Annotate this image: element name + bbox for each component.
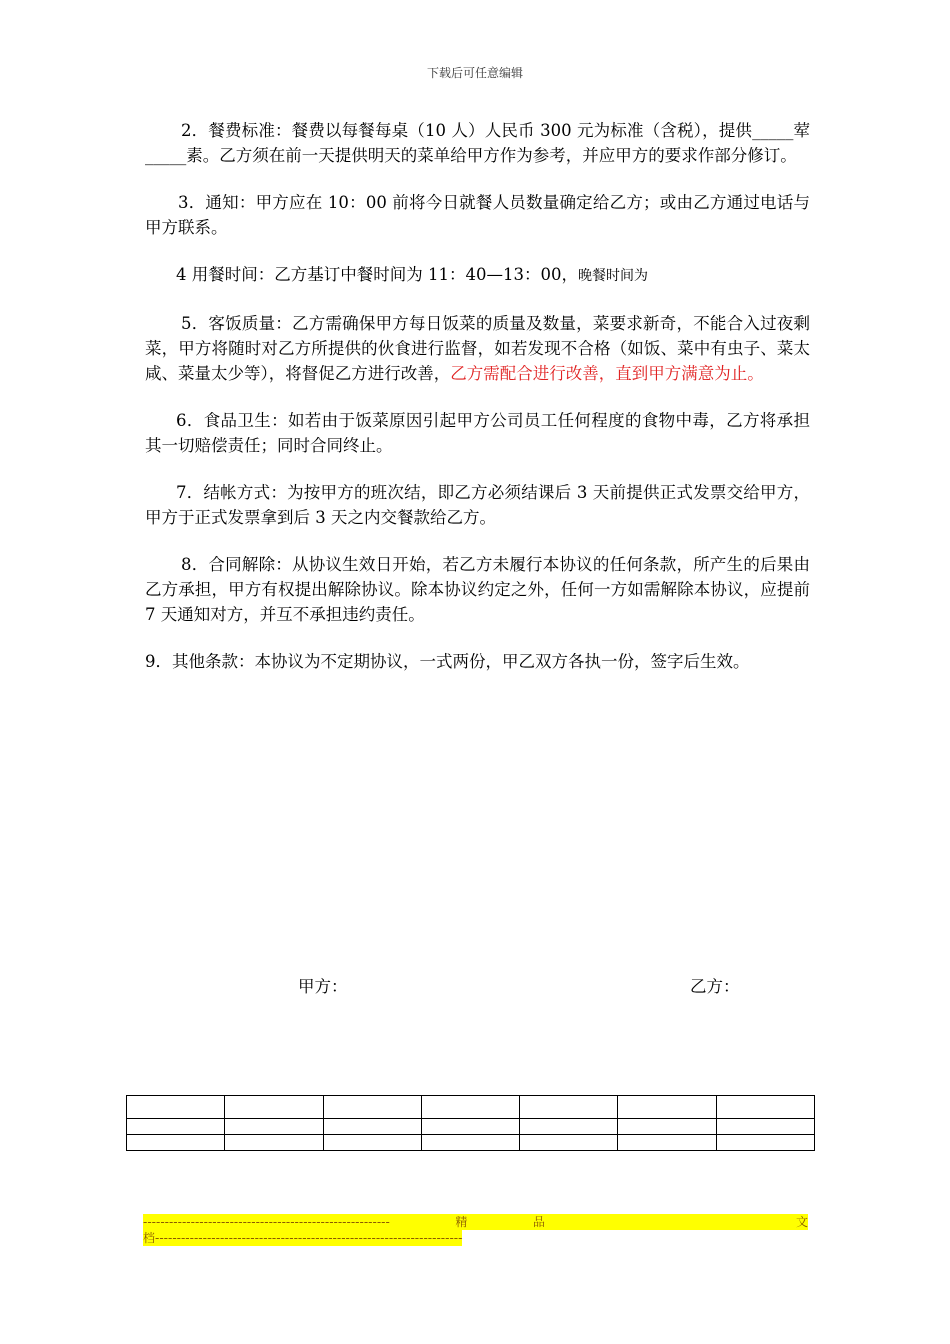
blank-grid-table — [126, 1095, 815, 1151]
clause-6: 6．食品卫生：如若由于饭菜原因引起甲方公司员工任何程度的食物中毒，乙方将承担其一切赔偿责任；同时合同终止。 — [145, 411, 810, 455]
table-cell — [225, 1119, 323, 1135]
clause-3: 3．通知：甲方应在 10：00 前将今日就餐人员数量确定给乙方；或由乙方通过电话与甲方联系。 — [145, 193, 810, 237]
footer-watermark — [143, 1214, 808, 1246]
table-row — [127, 1119, 815, 1135]
clause-5 — [145, 311, 810, 386]
table-row — [127, 1096, 815, 1119]
table-cell — [421, 1135, 519, 1151]
clause-9: 9．其他条款：本协议为不定期协议，一式两份，甲乙双方各执一份，签字后生效。 — [145, 652, 750, 671]
footer-dashes: --------------------------------------------------------- — [143, 1215, 390, 1229]
table-cell — [520, 1096, 618, 1119]
clause-5-red-text: 乙方需配合进行改善，直到甲方满意为止。 — [450, 364, 764, 383]
table-cell — [323, 1119, 421, 1135]
page-header: 下载后可任意编辑 — [426, 66, 523, 80]
table-cell — [520, 1135, 618, 1151]
party-a-signature-label: 甲方： — [298, 977, 348, 996]
footer-word-wen: 文 — [795, 1215, 808, 1229]
table-cell — [618, 1135, 716, 1151]
footer-line-1 — [143, 1214, 808, 1230]
clause-4-tail: 晚餐时间为 — [577, 268, 648, 284]
clause-4 — [145, 262, 810, 289]
table-cell — [520, 1119, 618, 1135]
footer-word-pin: 品 — [532, 1215, 545, 1229]
footer-word-jing: 精 — [455, 1215, 468, 1229]
table-cell — [127, 1135, 225, 1151]
contract-body — [145, 118, 810, 696]
clause-2: 2．餐费标准：餐费以每餐每桌（10 人）人民币 300 元为标准（含税），提供_____荤_____素。乙方须在前一天提供明天的菜单给甲方作为参考，并应甲方的要求作部分修订。 — [145, 121, 810, 165]
table-cell — [421, 1096, 519, 1119]
table-cell — [716, 1119, 814, 1135]
clause-8: 8．合同解除：从协议生效日开始，若乙方未履行本协议的任何条款，所产生的后果由乙方承担，甲方有权提出解除协议。除本协议约定之外，任何一方如需解除本协议，应提前 7 天通知对方，并互不承担违约责任。 — [145, 555, 810, 624]
clause-4-main: 4 用餐时间：乙方基订中餐时间为 11：40—13：00， — [176, 265, 578, 284]
table-row — [127, 1135, 815, 1151]
table-cell — [716, 1096, 814, 1119]
table-cell — [127, 1096, 225, 1119]
footer-line-2: 档----------------------------------------------------------------------- — [143, 1231, 463, 1245]
table-cell — [421, 1119, 519, 1135]
footer-spacer — [610, 1214, 730, 1230]
table-cell — [323, 1096, 421, 1119]
table-cell — [225, 1096, 323, 1119]
party-b-signature-label: 乙方： — [690, 977, 740, 996]
clause-5-main: 5．客饭质量：乙方需确保甲方每日饭菜的质量及数量，菜要求新奇，不能合入过夜剩菜，甲方将随时对乙方所提供的伙食进行监督，如若发现不合格（如饭、菜中有虫子、菜太咸、菜量太少等），将督促乙方进行改善， — [145, 314, 810, 383]
table-cell — [323, 1135, 421, 1151]
table-cell — [618, 1096, 716, 1119]
table-cell — [127, 1119, 225, 1135]
table-cell — [618, 1119, 716, 1135]
table-cell — [225, 1135, 323, 1151]
table-cell — [716, 1135, 814, 1151]
clause-7: 7．结帐方式：为按甲方的班次结，即乙方必须结课后 3 天前提供正式发票交给甲方，甲方于正式发票拿到后 3 天之内交餐款给乙方。 — [145, 483, 810, 527]
